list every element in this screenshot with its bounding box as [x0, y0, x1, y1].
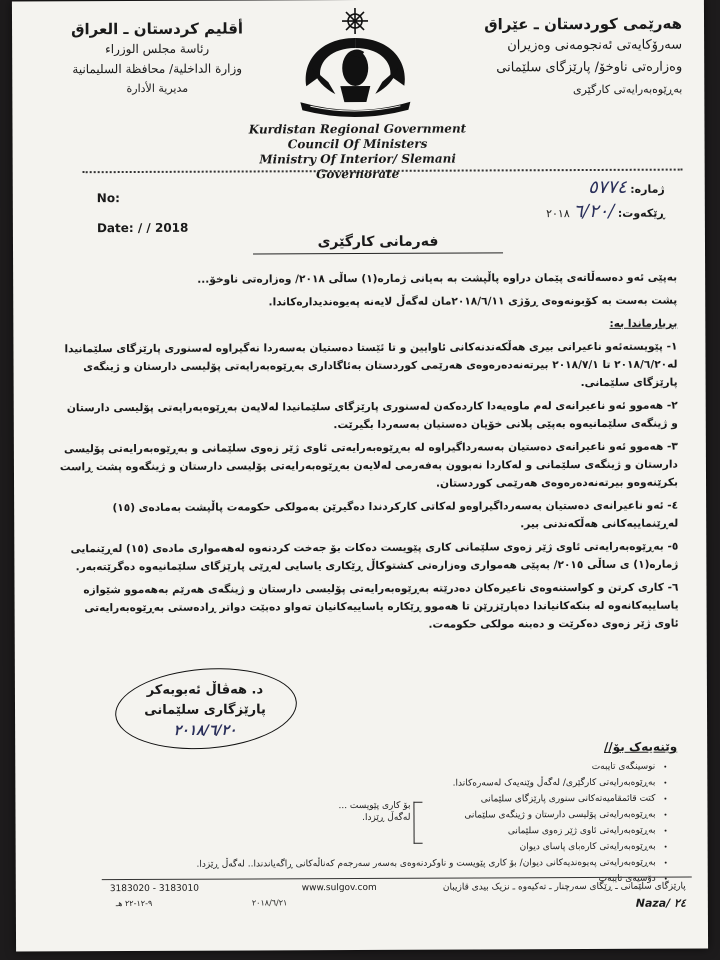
date-ku-label: ڕێکەوت:	[617, 206, 665, 220]
no-label: No:	[96, 191, 120, 206]
footer-code-a: ٩-١٢-٢٢ هـ	[115, 898, 153, 909]
intro-paragraph-2: پشت بەست بە کۆبونەوەی ڕۆژی ٢٠١٨/٦/١١مان لەگەڵ لایەنە پەیوەندیدارەکاندا.	[268, 294, 678, 309]
cc-bracket-note: بۆ کاری پێویست ... لەگەڵ ڕێزدا.	[338, 800, 411, 823]
cc-item: • بەڕێوەبەرایەتی پۆلیسی دارستان و ژینگەی سلێمانی	[117, 807, 655, 825]
header-arabic-line3: وزارة الداخلية/ محافظة السليمانية	[72, 61, 243, 77]
header-english-line3: Ministry Of Interior/ Slemani Governorate	[259, 151, 456, 182]
header-english	[222, 121, 492, 182]
cc-item: • نوسینگەی تایبەت	[117, 759, 655, 777]
fields-kurdish	[415, 177, 665, 226]
cc-item: • کتت قائمقامیەتەکانی سنوری پارێزگای سلێمانی	[117, 791, 655, 809]
date-ku-value: /٦/٢٠	[573, 200, 615, 223]
decision-item-2: ٢- هەموو ئەو ناعیرانەی لەم ماوەیەدا کاردەکەن لەسنوری پارێزگای سلێمانیدا لەلایەن بەڕێوەبەرایەتی پۆلیسی دارستان و ژینگەی سلێمانیەوە بەپێی پلانی خۆیان دەستیان بەسەردا بگیرێت.	[66, 399, 678, 432]
signatory-name: د. هەڤاڵ ئەبوبەکر	[146, 682, 264, 698]
intro-paragraph-1: بەپێی ئەو دەسەڵاتەی پێمان دراوە پاڵپشت بە بەیانی ژمارە(١) ساڵی ٢٠١٨/ وەزارەتی ناوخۆ...	[197, 271, 678, 286]
footer-website: www.sulgov.com	[301, 882, 377, 894]
header-arabic-line4: مديرية الأدارة	[126, 81, 189, 96]
cc-item: • بەڕێوەبەرایەتی ئاوی ژێر زەوی سلێمانی	[118, 823, 656, 841]
cc-item: • بەڕێوەبەرایەتی کارگێری/ لەگەڵ وێنەیەک لەسەرەکاندا.	[117, 775, 655, 793]
header-kurdish-line2: سەرۆکایەتی ئەنجومەنی وەزیران	[507, 37, 683, 54]
decision-label: بڕیارماندا بە:	[609, 317, 678, 330]
footer-codes	[102, 896, 692, 910]
header-kurdish-line3: وەزارەتی ناوخۆ/ پارێزگای سلێمانی	[496, 59, 683, 76]
footer-ref: Naza/ ٢٤	[635, 896, 686, 910]
document-title: فەرمانی کارگێری	[253, 233, 503, 254]
signature-block	[115, 680, 295, 741]
decision-item-4: ٤- ئەو ناعیرانەی دەستیان بەسەرداگیراوەو لەکاتی کارکردندا دەگیرێن بەمولکی حکومەت پاڵپشت بەمادەی (١٥) لەڕێنماییەکانی هەڵکەندنی بیر.	[112, 499, 679, 531]
cc-label: وێنەیەک بۆ//	[603, 739, 678, 754]
header-kurdish-line1: هەرێمی کوردستان ـ عێراق	[484, 14, 683, 34]
date-label: Date: / / 2018	[96, 220, 189, 236]
number-value: ٥٧٧٤	[588, 176, 627, 199]
fields-english	[97, 187, 189, 239]
cc-item: • بەڕێوەبەرایەتی کارەبای پاسای دیوان	[118, 839, 656, 857]
date-ku-year: ٢٠١٨	[546, 207, 570, 221]
cc-item: • بەڕێوەبەرایەتی پەیوەندیەکانی دیوان/ بۆ کاری پێویست و ناوکردنەوەی بەسەر سەرجەم کەناڵەکانی ڕاگەیاندندا.. لەگەڵ ڕێزدا.	[118, 855, 656, 873]
footer-phone: 3183020 - 3183010	[109, 883, 199, 895]
footer-code-b: ٢٠١٨/٦/٢١	[251, 898, 288, 908]
signatory-role: پارێزگاری سلێمانی	[144, 702, 266, 718]
cc-bracket	[413, 802, 422, 844]
decision-item-1: ١- پێویستەئەو ناعیرانی بیری هەڵکەندنەکانی ئاوایین و تا ئێستا دەستیان بەسەردا نەگیراوە لەسنوری پارێزگای سلێمانیدا لە٢٠١٨/٦/٢٠ تا ٢٠١٨/٧/١ بیرتەنەدەرەوەی هەرێمی کوردستان بەئاگاداری بەڕێوەبەرایەتی پۆلیسی دارستان و ژینگەی پارێزگای سلێمانی.	[64, 340, 678, 390]
decision-item-3: ٣- هەموو ئەو ناعیرانەی دەستیان بەسەرداگیراوە لە بەڕێوەبەرایەتی ئاوی ژێر زەوی سلێمانی و بەڕێوەبەرایەتی پۆلیسی دارستان و ژینگەی سلێمانی و لەکاردا نەبوون بەفەرمی لەلایەن بەڕێوەبەرایەتی پۆلیسی دارستان و ژینگەوە پشت ڕاست بکرێنەوەو بیرتەنەدەرەوەی هەرێمی کوردستان.	[59, 440, 679, 490]
decision-item-6: ٦- کاری کرتن و کواستنەوەی ناعیرەکان دەدرێتە بەڕێوەبەرایەتی پۆلیسی دارستان و ژینگەی هەرێم بەهەموو شێوازە یاساییەکانەوە لە بنکەکانیاندا دەپارێزرێن تا هەموو ڕێکارە یاساییەکانیان تەواو دەبێت دواتر ڕادەستی بەڕێوەبەرایەتی ئاوی ژێر زەوی دەکرێت و دەبنە مولکی حکومەت.	[83, 581, 679, 631]
header-english-line2: Council Of Ministers	[287, 136, 428, 152]
krg-eagle-emblem-icon	[280, 6, 431, 122]
header-kurdish	[452, 13, 682, 102]
decision-item-5: ٥- بەڕێوەبەرایەتی ئاوی ژێر زەوی سلێمانی کاری پێویست دەکات بۆ جەخت کردنەوە لەهەمواری مادەی (١٥) لەڕێنمایی ژمارە(١) ی ساڵی ٢٠١٥/ بەپێی هەمواری وەزارەتی کشتوکاڵ ڕێکاری یاسایی لەڕێی پارێزگای سلێمانیەوە دەگرێتەبەر.	[70, 540, 679, 574]
header-kurdish-line4: بەڕێوەبەرایەتی کارگێری	[572, 82, 683, 97]
header-arabic	[52, 18, 262, 99]
cc-item: • دۆسیەی تایبەت	[118, 871, 656, 889]
number-label: ژمارە:	[630, 182, 665, 196]
document-sheet	[12, 0, 708, 952]
header-arabic-line2: رئاسة مجلس الوزراء	[105, 41, 210, 57]
footer-address: پارێزگای سلێمانی ـ ڕێگای سەرچنار ـ تەکیەوە ـ نزیک بیدی قازیبان	[442, 881, 686, 893]
header-arabic-line1: أقليم كردستان ـ العراق	[71, 19, 244, 39]
signature-date: ٢٠١٨/٦/٢٠	[173, 722, 237, 739]
document-body	[57, 269, 679, 641]
header-english-line1: Kurdistan Regional Government	[248, 121, 467, 137]
